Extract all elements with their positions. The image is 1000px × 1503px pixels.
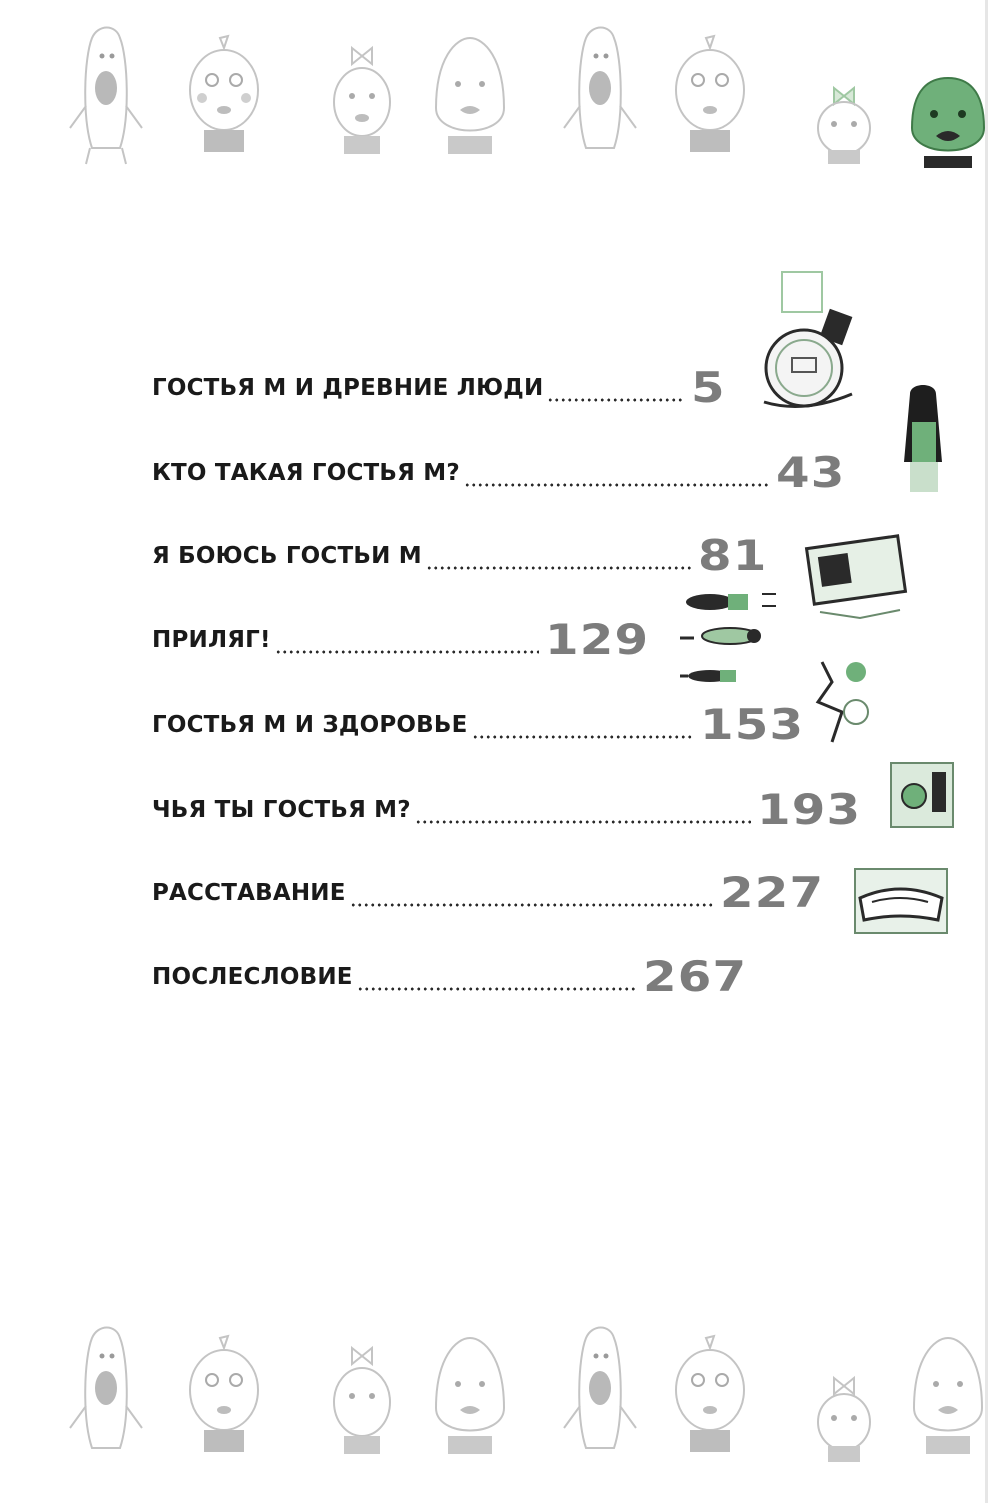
toc-entry[interactable] xyxy=(152,358,727,418)
round-blush-character-icon xyxy=(180,1318,268,1468)
bow-character-icon xyxy=(318,1318,406,1468)
toc-entry[interactable] xyxy=(152,947,748,1007)
chapter-thumbnail-image xyxy=(800,522,912,624)
toc-entry-page: 129 xyxy=(544,615,649,664)
dot-leader xyxy=(547,398,685,402)
dot-leader xyxy=(357,987,637,991)
toc-entry-title: ПРИЛЯГ! xyxy=(152,627,271,653)
toc-entry-page: 267 xyxy=(642,952,748,1001)
toc-entry-page: 43 xyxy=(775,448,846,497)
bottom-character-border xyxy=(0,1318,1000,1468)
toc-entry-page: 81 xyxy=(697,531,768,580)
round-blush-character-icon xyxy=(666,1318,754,1468)
chapter-thumbnail-image xyxy=(670,588,790,698)
leaf-character-icon xyxy=(904,1318,992,1468)
toc-entry-title: ГОСТЬЯ М И ЗДОРОВЬЕ xyxy=(152,712,468,738)
toc-entry[interactable] xyxy=(152,526,768,586)
dot-leader xyxy=(472,735,694,739)
tall-screaming-character-icon xyxy=(62,1318,150,1468)
toc-entry-page: 227 xyxy=(719,868,824,917)
tall-screaming-character-icon xyxy=(556,18,644,168)
dot-leader xyxy=(275,650,539,654)
toc-entry[interactable] xyxy=(152,863,824,923)
round-blush-character-icon xyxy=(666,18,754,168)
toc-entry-title: ГОСТЬЯ М И ДРЕВНИЕ ЛЮДИ xyxy=(152,375,544,401)
leaf-character-icon xyxy=(426,1318,514,1468)
round-blush-character-icon xyxy=(180,18,268,168)
toc-entry-title: ПОСЛЕСЛОВИЕ xyxy=(152,964,353,990)
dot-leader xyxy=(350,903,714,907)
bow-character-icon xyxy=(318,18,406,168)
chapter-thumbnail-image xyxy=(890,762,954,828)
toc-entry-page: 5 xyxy=(691,363,727,412)
toc-entry-title: КТО ТАКАЯ ГОСТЬЯ М? xyxy=(152,460,460,486)
bow-character-icon xyxy=(800,18,888,168)
leaf-character-icon xyxy=(426,18,514,168)
chapter-thumbnail-image xyxy=(854,868,948,934)
toc-entry[interactable] xyxy=(152,610,649,670)
chapter-thumbnail-image xyxy=(752,262,864,410)
chapter-thumbnail-image xyxy=(896,382,952,494)
toc-entry-page: 193 xyxy=(756,785,862,834)
toc-entry[interactable] xyxy=(152,780,862,840)
dot-leader xyxy=(426,566,692,570)
toc-entry-title: ЧЬЯ ТЫ ГОСТЬЯ М? xyxy=(152,797,411,823)
page-edge-rule xyxy=(985,0,988,1503)
tall-screaming-character-icon xyxy=(556,1318,644,1468)
top-character-border xyxy=(0,18,1000,168)
bow-character-icon xyxy=(800,1318,888,1468)
chapter-thumbnail-image xyxy=(812,652,882,754)
toc-entry-title: Я БОЮСЬ ГОСТЬИ М xyxy=(152,543,422,569)
green-leaf-character-icon xyxy=(904,18,992,168)
toc-entry[interactable] xyxy=(152,443,846,503)
toc-entry-page: 153 xyxy=(699,700,804,749)
dot-leader xyxy=(415,820,751,824)
tall-screaming-character-icon xyxy=(62,18,150,168)
dot-leader xyxy=(464,483,770,487)
toc-entry[interactable] xyxy=(152,695,804,755)
toc-entry-title: РАССТАВАНИЕ xyxy=(152,880,346,906)
